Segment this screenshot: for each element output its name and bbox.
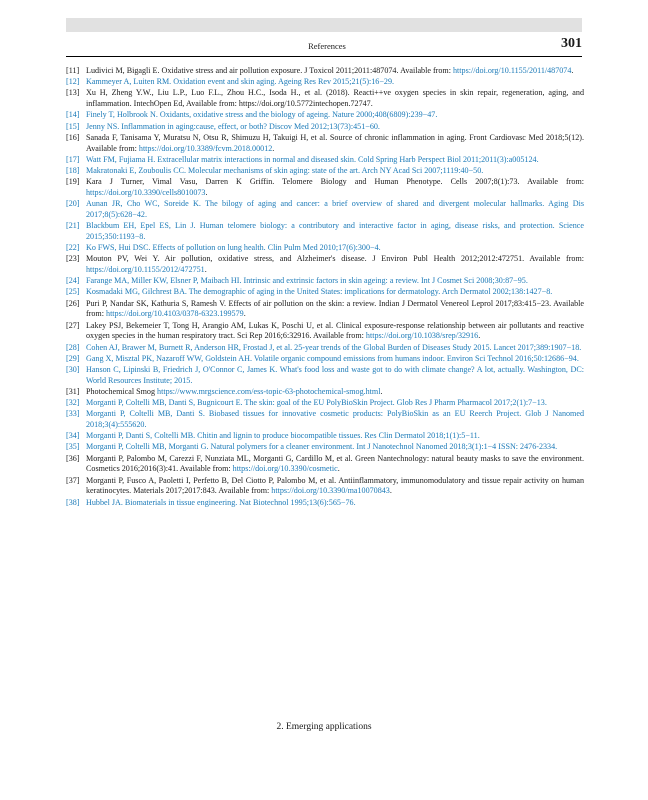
reference-number: [33] (66, 409, 80, 419)
reference-number: [29] (66, 353, 80, 363)
reference-text: Lakey PSJ, Bekemeier T, Tong H, Arangio AM, Lukas K, Poschi U, et al. Clinical exposure-response relationship between air pollutants and reactive oxygen species in the human respiratory tract. Sci Rep 2016;6:32916. Available from: (86, 320, 584, 341)
reference-item[interactable] (66, 155, 584, 166)
reference-item[interactable] (66, 166, 584, 177)
reference-text: Mouton PV, Wei Y. Air pollution, oxidative stress, and Alzheimer's disease. J Environ Publ Health 2012;2012:472751. Available from: (86, 254, 584, 264)
reference-item (66, 88, 584, 110)
reference-tail: . (243, 309, 246, 319)
reference-link[interactable]: https://doi.org/10.3389/fcvm.2018.00012 (138, 143, 273, 153)
reference-number: [20] (66, 199, 80, 209)
reference-tail: . (571, 66, 574, 75)
reference-text: Morganti P, Coltelli MB, Danti S. Biobased tissues for innovative cosmetic products: PolyBioSkin as an EU Reerch Project. Glob J Nanomed 2018;3(4):555620. (86, 409, 584, 430)
reference-text: Hubbel JA. Biomaterials in tissue engineering. Nat Biotechnol 1995;13(6):565−76. (86, 497, 356, 507)
reference-tail: . (389, 486, 392, 496)
reference-text: Photochemical Smog (86, 386, 158, 396)
reference-tail: . (272, 143, 275, 153)
reference-tail: . (337, 464, 340, 474)
reference-item[interactable] (66, 77, 584, 88)
reference-text: Aunan JR, Cho WC, Soreide K. The bilogy of aging and cancer: a brief overview of shared and divergent molecular hallmarks. Aging Dis 2017;8(5):628−42. (86, 199, 584, 219)
reference-text: Makratonaki E, Zouboulis CC. Molecular mechanisms of skin aging: state of the art. Arch NY Acad Sci 2007;1119:40−50. (86, 165, 484, 175)
reference-text: Jenny NS. Inflammation in aging:cause, effect, or both? Discov Med 2012;13(73):451−60. (86, 121, 380, 131)
reference-tail: . (205, 187, 208, 197)
reference-text: Kammeyer A, Luiten RM. Oxidation event and skin aging. Ageing Res Rev 2015;21(5):16−29. (86, 77, 395, 87)
reference-text: Morganti P, Danti S, Coltelli MB. Chitin and lignin to produce biocompatible tissues. Res Clin Dermatol 2018;1(1):5−11. (86, 431, 480, 441)
reference-number: [12] (66, 77, 80, 87)
reference-link[interactable]: https://doi.org/10.1155/2011/487074 (452, 66, 572, 75)
reference-number: [38] (66, 497, 80, 507)
reference-link[interactable]: https://www.mrgscience.com/ess-topic-63-photochemical-smog.html (157, 386, 381, 396)
reference-number: [28] (66, 342, 80, 352)
reference-item[interactable] (66, 110, 584, 121)
reference-item (66, 299, 584, 321)
reference-number: [25] (66, 287, 80, 297)
reference-text: Cohen AJ, Brawer M, Burnett R, Anderson HR, Frostad J, et al. 25-year trends of the Global Burden of Diseases Study 2015. Lancet 2017;389:1907−18. (86, 342, 582, 352)
reference-number: [18] (66, 165, 80, 175)
reference-text: Morganti P, Fusco A, Paoletti I, Perfetto B, Del Ciotto P, Palombo M, et al. Antiinflammatory, immunomodulatory and tissue repair activity on human keratinocytes. Materials 2017;2017:843. Available from: (86, 475, 584, 496)
reference-item[interactable] (66, 365, 584, 387)
reference-tail: . (478, 331, 481, 341)
reference-number: [36] (66, 453, 80, 463)
reference-item (66, 476, 584, 498)
reference-number: [16] (66, 132, 80, 142)
reference-text: Kosmadaki MG, Gilchrest BA. The demographic of aging in the United States: implications for dermatology. Arch Dermatol 2002;138:1427−8. (86, 287, 553, 297)
reference-number: [15] (66, 121, 80, 131)
reference-link[interactable]: https://doi.org/10.3390/cosmetic (232, 464, 338, 474)
reference-item[interactable] (66, 199, 584, 221)
reference-number: [30] (66, 364, 80, 374)
reference-text: Hanson C, Lipinski B, Friedrich J, O'Connor C, James K. What's food loss and waste got to do with climate change? A lot, actually. Washington, DC: World Resources Institute; 2015. (86, 364, 584, 385)
reference-item (66, 254, 584, 276)
reference-link[interactable]: https://doi.org/10.4103/0378-6323.199579 (106, 309, 244, 319)
reference-number: [22] (66, 243, 80, 253)
reference-number: [27] (66, 320, 80, 330)
reference-text: Gang X, Misztal PK, Nazaroff WW, Goldstein AH. Volatile organic compound emissions from humans indoor. Environ Sci Technol 2016;50:12686−94. (86, 353, 579, 363)
reference-link[interactable]: https://doi.org/10.1155/2012/472751 (86, 265, 205, 275)
reference-list (66, 66, 584, 509)
reference-number: [37] (66, 475, 80, 485)
reference-item[interactable] (66, 431, 584, 442)
reference-number: [34] (66, 431, 80, 441)
reference-text: Blackbum EH, Epel ES, Lin J. Human telomere biology: a contributory and interactive factor in aging, disease risks, and protection. Science 2015;350:1193−8. (86, 221, 584, 241)
reference-item[interactable] (66, 287, 584, 298)
reference-number: [35] (66, 442, 80, 452)
reference-number: [14] (66, 110, 80, 120)
reference-item (66, 387, 584, 398)
reference-text: Ko FWS, Hui DSC. Effects of pollution on lung health. Clin Pulm Med 2010;17(6):300−4. (86, 243, 381, 253)
reference-item[interactable] (66, 398, 584, 409)
reference-number: [31] (66, 386, 80, 396)
reference-item[interactable] (66, 354, 584, 365)
reference-number: [19] (66, 177, 80, 187)
reference-text: Xu H, Zheng Y.W., Liu L.P., Luo F.L., Zhou H.C., Isoda H., et al. (2018). Reacti++ve oxygen species in skin repair, regeneration, aging, and inflammation. IntechOpen Ed, Available from: https://doi.org/10.5772intechopen.72747. (86, 88, 584, 109)
reference-item[interactable] (66, 409, 584, 431)
reference-item[interactable] (66, 276, 584, 287)
page-number: 301 (561, 36, 582, 51)
reference-link[interactable]: https://doi.org/10.3390/cells8010073 (86, 187, 206, 197)
reference-item (66, 66, 584, 77)
reference-text: Morganti P, Coltelli MB, Morganti G. Natural polymers for a cleaner environment. Int J Nanotechnol Nanomed 2018;3(1):1−4 ISSN: 2476-2334. (86, 442, 558, 452)
reference-number: [23] (66, 254, 80, 264)
reference-number: [17] (66, 154, 80, 164)
reference-item[interactable] (66, 221, 584, 243)
reference-link[interactable]: https://doi.org/10.1038/srep/32916 (365, 331, 479, 341)
reference-number: [11] (66, 66, 80, 75)
reference-text: Farange MA, Miller KW, Elsner P, Maibach HI. Intrinsic and extrinsic factors in skin ageing: a review. Int J Cosmet Sci 2008;30:87−95. (86, 276, 528, 286)
reference-text: Finely T, Holbrook N. Oxidants, oxidative stress and the biology of ageing. Nature 2000;408(6809):239−47. (86, 110, 438, 120)
reference-item (66, 177, 584, 199)
reference-tail: . (204, 265, 207, 275)
running-title: References (308, 41, 346, 51)
reference-text: Kara J Turner, Vimal Vasu, Darren K Griffin. Telomere Biology and Human Phenotype. Cells 2007;8(1):73. Available from: (86, 177, 584, 187)
header-rule (66, 56, 582, 57)
header-bar (66, 18, 582, 32)
reference-item[interactable] (66, 343, 584, 354)
reference-text: Sanada F, Tanisama Y, Muratsu N, Otsu R, Shimuzu H, Takuigi H, et al. Source of chronic inflammation in aging. Front Cardiovasc Med 2018;5(12). Available from: (86, 132, 584, 153)
reference-tail: . (380, 386, 383, 396)
reference-item[interactable] (66, 498, 584, 509)
reference-number: [26] (66, 298, 80, 308)
reference-item (66, 321, 584, 343)
reference-item (66, 454, 584, 476)
reference-item[interactable] (66, 122, 584, 133)
reference-text: Watt FM, Fujiama H. Extracellular matrix interactions in normal and diseased skin. Cold Spring Harb Perspect Biol 2011;2011(3):a005124. (86, 154, 539, 164)
reference-text: Puri P, Nandar SK, Kathuria S, Ramesh V. Effects of air pollution on the skin: a review. Indian J Dermatol Venereol Leprol 2017;83:415−23. Available from: (86, 298, 584, 319)
reference-text: Ludivici M, Bigagli E. Oxidative stress and air pollution exposure. J Toxicol 2011;2011:487074. Available from: (86, 66, 453, 75)
reference-number: [24] (66, 276, 80, 286)
reference-number: [32] (66, 398, 80, 408)
footer-section-title: 2. Emerging applications (276, 722, 372, 732)
reference-item (66, 133, 584, 155)
reference-link[interactable]: https://doi.org/10.3390/ma10070843 (271, 486, 390, 496)
reference-text: Morganti P, Palombo M, Carezzi F, Nunziata ML, Morganti G, Cardillo M, et al. Green Nantechnology: natural beauty masks to save the environment. Cosmetics 2016;2016(3):41. Available from: (86, 453, 584, 474)
reference-number: [21] (66, 221, 80, 231)
reference-item[interactable] (66, 442, 584, 453)
reference-item[interactable] (66, 243, 584, 254)
reference-number: [13] (66, 88, 80, 98)
reference-text: Morganti P, Coltelli MB, Danti S, Bugnicourt E. The skin: goal of the EU PolyBioSkin Project. Glob Res J Pharm Pharmacol 2017;2(1):7−13. (86, 398, 547, 408)
